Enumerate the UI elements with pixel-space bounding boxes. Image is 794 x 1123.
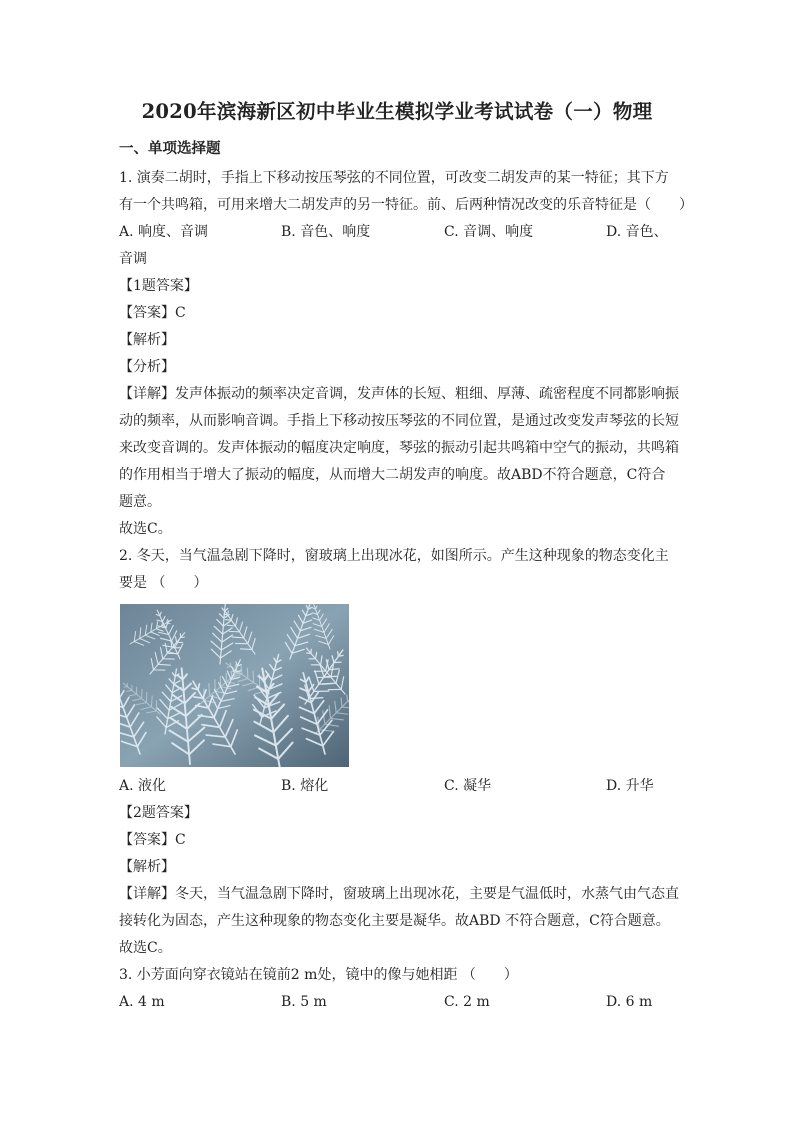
q1-option-a: A. 响度、音调 <box>119 224 209 240</box>
q2-analysis-label: 【解析】 <box>119 859 175 875</box>
q1-fenxi-label: 【分析】 <box>119 359 175 375</box>
q1-detail-line-2: 动的频率，从而影响音调。手指上下移动按压琴弦的不同位置，是通过改变发声琴弦的长短 <box>119 413 679 429</box>
q1-conclusion: 故选C。 <box>119 521 172 537</box>
q1-option-d-cont: 音调 <box>119 251 147 267</box>
q3-option-d: D. 6 m <box>606 994 653 1010</box>
frost-window-photo <box>120 604 349 767</box>
q1-options <box>119 219 679 246</box>
q1-option-c: C. 音调、响度 <box>444 224 534 240</box>
q1-answer: 【答案】C <box>119 305 186 321</box>
q2-conclusion: 故选C。 <box>119 940 172 956</box>
q1-detail-line-5: 题意。 <box>119 494 161 510</box>
q2-answer-tag: 【2题答案】 <box>119 805 198 821</box>
question-2-options-and-answer <box>119 773 679 1016</box>
q2-detail-line-1: 【详解】冬天，当气温急剧下降时，窗玻璃上出现冰花，主要是气温低时，水蒸气由气态直 <box>119 886 679 902</box>
q3-option-a: A. 4 m <box>119 994 165 1010</box>
q1-stem-line-1: 1. 演奏二胡时，手指上下移动按压琴弦的不同位置，可改变二胡发声的某一特征；其下方 <box>119 170 669 186</box>
q3-option-c: C. 2 m <box>444 994 490 1010</box>
q3-options <box>119 989 679 1016</box>
q3-stem: 3. 小芳面向穿衣镜站在镜前2 m处，镜中的像与她相距 （ ） <box>119 967 518 983</box>
section-heading: 一、单项选择题 <box>119 140 221 157</box>
q2-option-c: C. 凝华 <box>444 778 492 794</box>
q1-answer-tag: 【1题答案】 <box>119 278 198 294</box>
q1-stem-line-2: 有一个共鸣箱，可用来增大二胡发声的另一特征。前、后两种情况改变的乐音特征是（ ） <box>119 197 693 213</box>
q2-option-a: A. 液化 <box>119 778 167 794</box>
q2-option-d: D. 升华 <box>606 778 654 794</box>
q2-stem-line-2: 要是 （ ） <box>119 575 208 591</box>
q1-detail-line-4: 的作用相当于增大了振动的幅度，从而增大二胡发声的响度。故ABD不符合题意，C符合 <box>119 467 666 483</box>
q2-options <box>119 773 679 800</box>
q2-detail-line-2: 接转化为固态，产生这种现象的物态变化主要是凝华。故ABD 不符合题意，C符合题意。 <box>119 913 670 929</box>
q1-option-b: B. 音色、响度 <box>281 224 371 240</box>
q1-analysis-label: 【解析】 <box>119 332 175 348</box>
question-1 <box>119 165 693 597</box>
q2-option-b: B. 熔化 <box>281 778 329 794</box>
q2-stem-line-1: 2. 冬天，当气温急剧下降时，窗玻璃上出现冰花，如图所示。产生这种现象的物态变化主 <box>119 548 669 564</box>
q1-option-d: D. 音色、 <box>606 224 668 240</box>
q1-detail-line-3: 来改变音调的。发声体振动的幅度决定响度，琴弦的振动引起共鸣箱中空气的振动，共鸣箱 <box>119 440 679 456</box>
q1-detail-line-1: 【详解】发声体振动的频率决定音调，发声体的长短、粗细、厚薄、疏密程度不同都影响振 <box>119 386 679 402</box>
q2-answer: 【答案】C <box>119 832 186 848</box>
page-title: 2020年滨海新区初中毕业生模拟学业考试试卷（一）物理 <box>141 100 653 123</box>
q3-option-b: B. 5 m <box>281 994 327 1010</box>
